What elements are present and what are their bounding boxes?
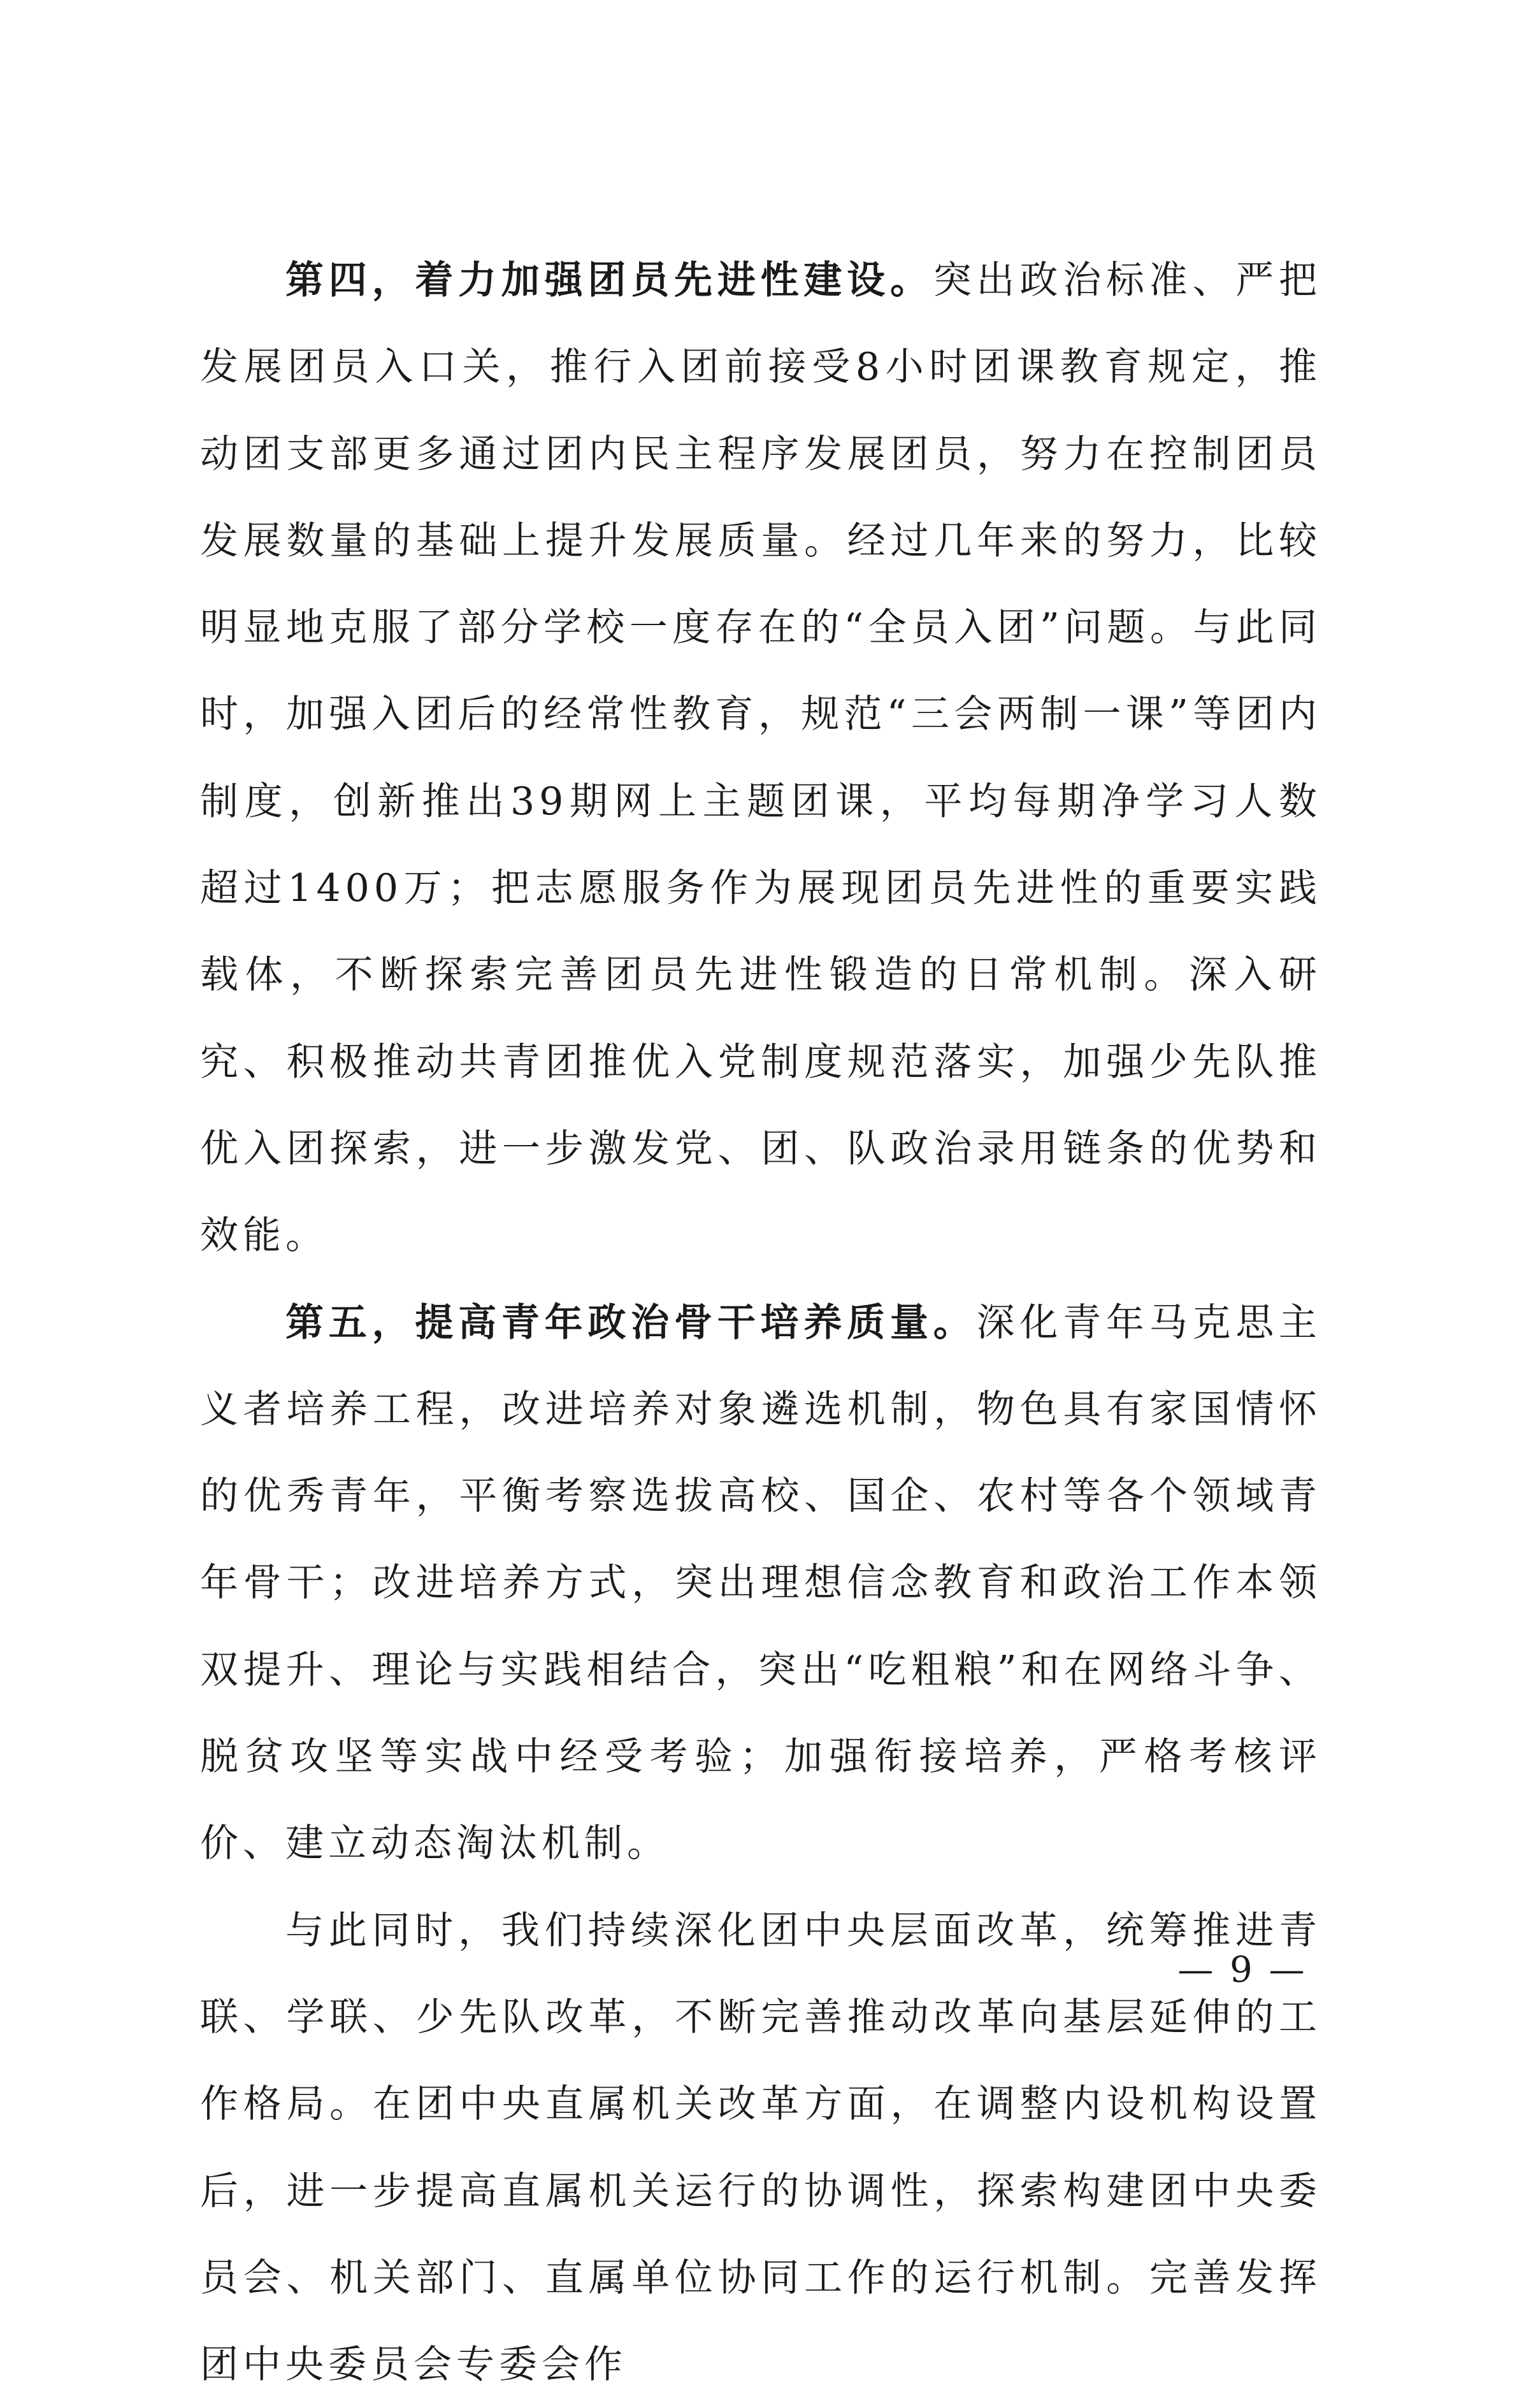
paragraph-fourth-point	[200, 237, 1321, 1280]
paragraph-reform	[200, 1887, 1321, 2408]
paragraph-text: 深化青年马克思主义者培养工程，改进培养对象遴选机制，物色具有家国情怀的优秀青年，平衡考察选拔高校、国企、农村等各个领域青年骨干；改进培养方式，突出理想信念教育和政治工作本领双提升、理论与实践相结合，突出“吃粗粮”和在网络斗争、脱贫攻坚等实战中经受考验；加强衔接培养，严格考核评价、建立动态淘汰机制。	[200, 1300, 1322, 1866]
paragraph-text: 与此同时，我们持续深化团中央层面改革，统筹推进青联、学联、少先队改革，不断完善推动改革向基层延伸的工作格局。在团中央直属机关改革方面，在调整内设机构设置后，进一步提高直属机关运行的协调性，探索构建团中央委员会、机关部门、直属单位协同工作的运行机制。完善发挥团中央委员会专委会作	[200, 1908, 1321, 2388]
document-body	[200, 237, 1321, 2408]
paragraph-fifth-point	[200, 1280, 1321, 1887]
page-number: — 9 —	[1177, 1949, 1307, 1991]
paragraph-lead: 第四，着力加强团员先进性建设。	[285, 258, 933, 303]
paragraph-text: 突出政治标准、严把发展团员入口关，推行入团前接受8小时团课教育规定，推动团支部更多通过团内民主程序发展团员，努力在控制团员发展数量的基础上提升发展质量。经过几年来的努力，比较明显地克服了部分学校一度存在的“全员入团”问题。与此同时，加强入团后的经常性教育，规范“三会两制一课”等团内制度，创新推出39期网上主题团课，平均每期净学习人数超过1400万；把志愿服务作为展现团员先进性的重要实践载体，不断探索完善团员先进性锻造的日常机制。深入研究、积极推动共青团推优入党制度规范落实，加强少先队推优入团探索，进一步激发党、团、队政治录用链条的优势和效能。	[200, 258, 1322, 1258]
paragraph-lead: 第五，提高青年政治骨干培养质量。	[285, 1300, 977, 1345]
